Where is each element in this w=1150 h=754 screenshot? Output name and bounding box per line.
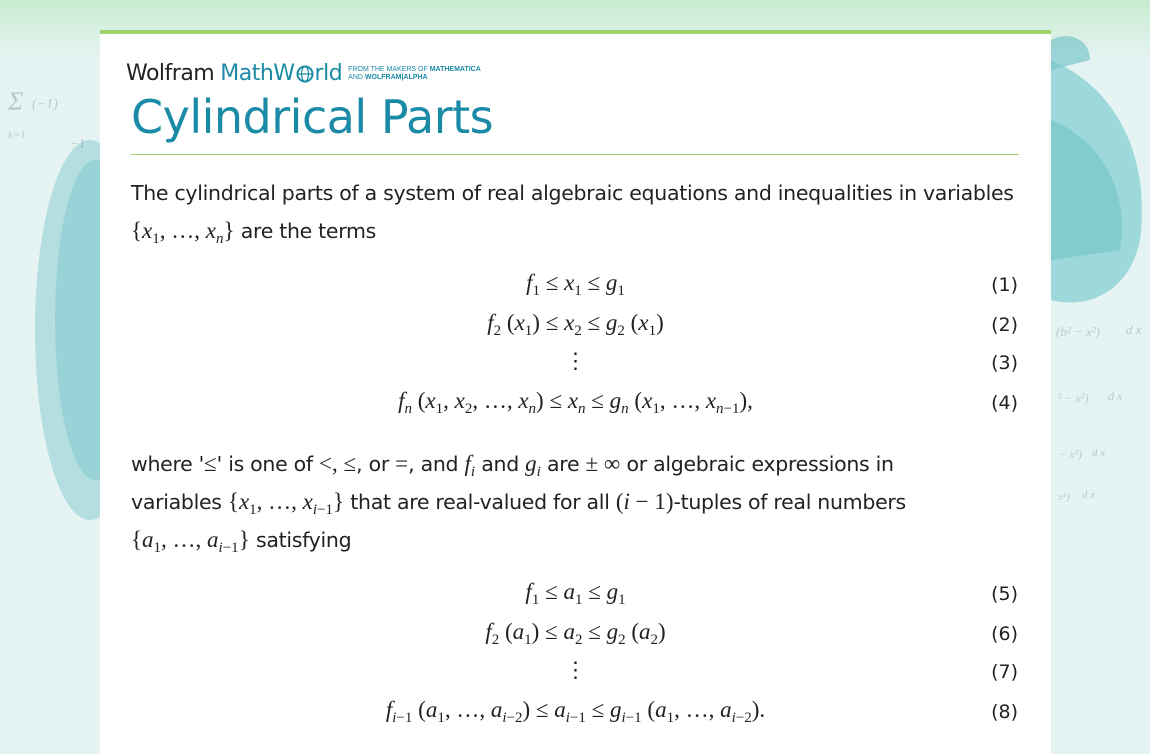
equation-row — [100, 270, 1051, 304]
svg-text:Σ: Σ — [8, 87, 24, 116]
equation-row — [100, 348, 1051, 382]
vertical-ellipsis: ⋮ — [564, 348, 587, 373]
equation-number: (3) — [991, 352, 1018, 374]
svg-text:d x: d x — [1082, 489, 1096, 501]
svg-text:(−1): (−1) — [32, 97, 58, 112]
equation-row — [100, 657, 1051, 691]
svg-text:d x: d x — [1092, 447, 1106, 459]
intro-paragraph: The cylindrical parts of a system of real algebraic equations and inequalities in variables {$x_1$, …, $x_n$} are the terms — [131, 181, 1014, 247]
article-card — [100, 30, 1051, 754]
page-title: Cylindrical Parts — [131, 90, 494, 144]
equation-row — [100, 619, 1051, 653]
equation-number: (1) — [991, 274, 1018, 296]
equation-body: $f_{i-1}$ ($a_1$, …, $a_{i-2}) \le a_{i-1} \le g_{i-1}$ ($a_1$, …, $a_{i-2}$). — [385, 697, 766, 726]
equation-row — [100, 310, 1051, 344]
equation-row — [100, 697, 1051, 731]
svg-text:d x: d x — [1108, 389, 1123, 403]
tagline: FROM THE MAKERS OF MATHEMATICA AND WOLFRAM|ALPHA — [348, 66, 481, 81]
equation-body: $f_1 \le a_1 \le g_1$ — [525, 579, 626, 608]
equation-number: (2) — [991, 314, 1018, 336]
equation-body: $f_2$ $(a_1) \le a_2 \le g_2$ $(a_2)$ — [485, 619, 666, 648]
equation-number: (7) — [991, 661, 1018, 683]
equation-number: (4) — [991, 392, 1018, 414]
svg-text:− x²): − x²) — [1058, 447, 1083, 461]
svg-text:−1: −1 — [70, 136, 86, 151]
svg-text:x²): x²) — [1058, 491, 1070, 503]
equation-number: (5) — [991, 583, 1018, 605]
equation-row — [100, 579, 1051, 613]
svg-text:k=1: k=1 — [8, 129, 26, 141]
equation-body: $f_n$ ($x_1$, $x_2$, …, $x_n) \le x_n \le g_n$ ($x_1$, …, $x_{n-1}$), — [398, 388, 753, 417]
svg-text:d x: d x — [1126, 322, 1142, 337]
equation-body: $f_1 \le x_1 \le g_1$ — [526, 270, 625, 299]
title-divider — [131, 154, 1019, 155]
equation-number: (6) — [991, 623, 1018, 645]
mathworld-wordmark: MathW rld — [220, 61, 343, 86]
equation-row — [100, 388, 1051, 422]
conditions-paragraph: where '≤' is one of <, ≤, or =, and $f_i$ and $g_i$ are ± ∞ or algebraic expressions in variables {$x_1$, …, $x_{i-1}$} that are real-valued for all (i − 1)-tuples of real numbers {$a_1$, …, $a_{i-1}$} satisfying — [131, 451, 906, 556]
equation-body: $f_2$ $(x_1) \le x_2 \le g_2$ $(x_1)$ — [487, 310, 664, 339]
equation-number: (8) — [991, 701, 1018, 723]
vertical-ellipsis: ⋮ — [564, 657, 587, 682]
globe-icon — [296, 65, 314, 83]
math-inline: {$x_1$, …, $x_n$} — [131, 218, 235, 247]
svg-text:² − x²): ² − x²) — [1058, 391, 1089, 405]
svg-text:(b² − x²): (b² − x²) — [1056, 324, 1100, 339]
wolfram-wordmark: Wolfram — [126, 61, 215, 86]
site-logo[interactable] — [126, 60, 481, 86]
